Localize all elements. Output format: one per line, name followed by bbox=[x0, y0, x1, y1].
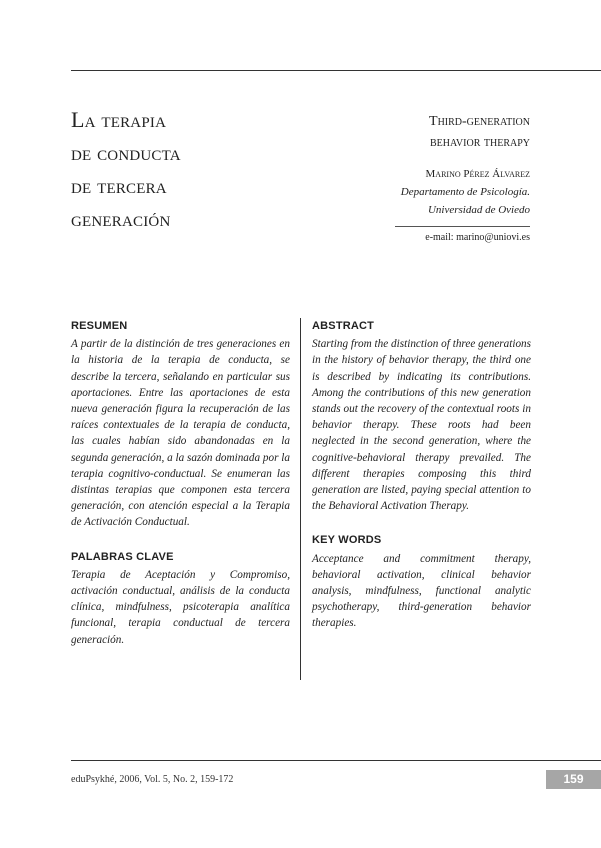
spanish-title-line: de tercera bbox=[71, 173, 167, 198]
english-title-line: behavior therapy bbox=[430, 135, 530, 150]
author-name: Marino Pérez Álvarez bbox=[425, 168, 530, 180]
author-affiliation-department: Departamento de Psicología. bbox=[400, 186, 530, 198]
top-rule bbox=[71, 70, 601, 71]
resumen-heading: RESUMEN bbox=[71, 320, 128, 332]
author-block bbox=[310, 165, 530, 219]
spanish-title-line: La terapia bbox=[71, 107, 167, 132]
spanish-column bbox=[71, 318, 290, 648]
abstract-text: Starting from the distinction of three generations in the history of behavior therapy, the third one is described by indicating its contributions. Among the contributions of this new generation stands out the recovery of the contextual roots in behavior therapy. These roots had been neglected in the second generation, where the cognitive-behavioral therapy prevailed. The different therapies composing this third generation are listed, paying special attention to the Behavioral Activation Therapy. bbox=[312, 338, 531, 513]
column-divider bbox=[300, 318, 301, 680]
email-rule bbox=[395, 226, 530, 227]
palabras-clave-heading: PALABRAS CLAVE bbox=[71, 550, 174, 563]
footer-citation: eduPsykhé, 2006, Vol. 5, No. 2, 159-172 bbox=[71, 774, 234, 785]
spanish-title-line: de conducta bbox=[71, 140, 181, 165]
bottom-rule bbox=[71, 760, 601, 761]
author-affiliation-university: Universidad de Oviedo bbox=[427, 204, 530, 216]
english-title bbox=[330, 111, 530, 153]
english-title-line: Third-generation bbox=[429, 114, 530, 129]
palabras-clave-text: Terapia de Aceptación y Compromiso, activación conductual, análisis de la conducta clínica, mindfulness, psicoterapia analítica funcional, terapia conductual de tercera generación. bbox=[71, 568, 290, 646]
key-words-text: Acceptance and commitment therapy, behavioral activation, clinical behavior analysis, mindfulness, functional analytic psychotherapy, third-generation behavior therapies. bbox=[312, 552, 531, 630]
english-column bbox=[312, 318, 531, 632]
spanish-title bbox=[71, 103, 291, 235]
abstract-heading: ABSTRACT bbox=[312, 320, 375, 332]
author-email[interactable]: e-mail: marino@uniovi.es bbox=[425, 232, 530, 243]
page-number: 159 bbox=[546, 770, 601, 789]
resumen-text: A partir de la distinción de tres generaciones en la historia de la terapia de conducta, se describe la tercera, señalando en particular sus aportaciones. Entre las aportaciones de esta nueva generación figura la recuperación de las raíces contextuales de la terapia de conducta, las cuales habían sido abandonadas en la segunda generación, a la sazón dominada por la terapia cognitivo-conductual. Se enumeran las distintas terapias que componen esta tercera generación, con atención especial a la Terapia de Activación Conductual. bbox=[71, 338, 290, 529]
key-words-heading: KEY WORDS bbox=[312, 534, 382, 547]
spanish-title-line: generación bbox=[71, 206, 171, 231]
